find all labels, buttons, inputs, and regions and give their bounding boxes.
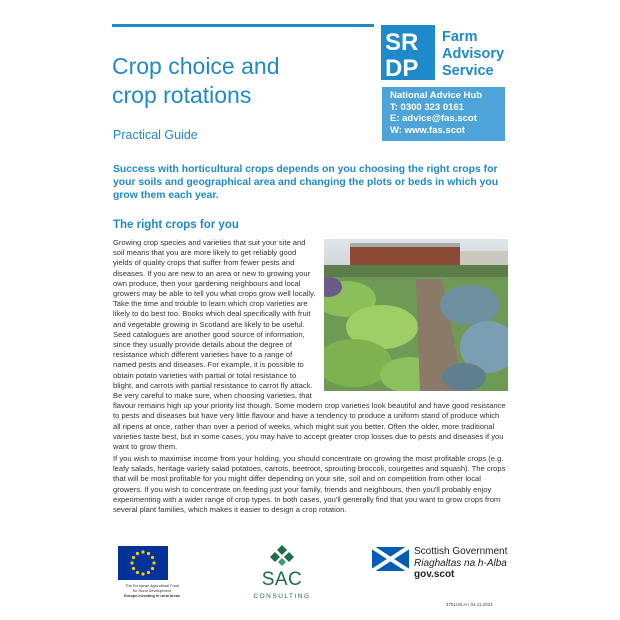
contact-box [382,87,505,141]
eu-caption [112,584,192,598]
srdp-logo-graphic [381,25,435,80]
page-title [112,52,372,110]
document-reference: 4751/3/LH / 04.11.2021 [446,602,493,607]
saltire-cross [372,547,409,571]
eu-stars [118,546,168,580]
saltire-flag-icon [372,547,409,571]
photo-barn-roof [350,243,460,247]
vegetable-garden-photo [324,239,508,391]
sac-sub: CONSULTING [253,593,311,600]
sac-name: SAC [261,569,303,590]
contact-hub: National Advice Hub [390,90,483,101]
page-subtitle: Practical Guide [113,128,198,142]
srdp-letters-dp: DP [385,55,419,80]
photo-barn [350,245,460,267]
fas-line-advisory: Advisory [442,46,505,62]
eu-line-2: for Rural Development [133,588,171,593]
scot-gov-url: gov.scot [414,569,455,580]
scottish-government-logo [414,546,507,581]
fas-line-service: Service [442,63,494,79]
eu-line-1: The European Agricultural Fund [125,584,179,588]
photo-hedge [324,265,508,279]
contact-phone: T: 0300 323 0161 [390,101,464,113]
body-paragraph-1 [113,238,508,452]
body-paragraph-1-text: Growing crop species and varieties that suit your site and soil means that you are more likely to get reliably good yields of quality crops that suffer from fewer pests and diseases. If you are new to an area or new to growing your own produce, then your gardening neighbours and local growers may be able to tell you what crops grow well locally. Take the time and trouble to learn which crop varieties are likely to do best too. Books which deal specifically with fruit and vegetable growing in Scotland are likely to be useful. Seed catalogues are another good source of information, since they usually provide details about the degree of resistance which different varieties have to a range of named pests and diseases. For example, it is possible to obtain potato varieties with partial or total resistance to blight, and carrots with partial resistance to carrot fly attack. Be very careful to make sure, when choosing varieties, that flavour remains high up your priority list though. Some modern crop varieties look beautiful and have good resistance to pests and diseases but have very little flavour and have a tendency to produce a uniform stand of produce which all ripens at once, rather than over a period of weeks, which might suit you better. Often the older, more traditional varieties taste best, but in some cases, you may have to accept greater crop losses due to pests and diseases if you want to grow them. [113,238,506,452]
eu-strapline: Europe investing in rural areas [124,593,180,598]
photo-cabbage-3 [442,363,486,391]
srdp-letters-sr: SR [385,29,419,56]
scot-gov-gaelic: Riaghaltas na h-Alba [414,557,507,569]
top-rule [112,24,374,27]
section-heading: The right crops for you [113,219,239,231]
body-paragraph-2: If you wish to maximise income from your holding, you should concentrate on growing the most profitable crops (e.g. leafy salads, heritage variety salad potatoes, carrots, beetroot, sprouting broccoli, courgettes and squash). The crops that will be most profitable for you might differ depending on your site, soil and on competition from other local growers. If you wish to concentrate on feeding just your family, friends and neighbours, then you'll probably enjoy experimenting with a wider range of crop types. In both cases, you'll generally find that you want to grow crops from several plant families, which makes it easier to design a crop rotation. [113,454,506,515]
contact-email: E: advice@fas.scot [390,113,477,124]
title-line-1: Crop choice and [112,53,280,79]
title-line-2: crop rotations [112,82,252,108]
photo-graphic [324,239,508,391]
scot-gov-name: Scottish Government [414,546,508,557]
contact-web: W: www.fas.scot [390,124,465,136]
eu-flag-icon [118,546,168,580]
lead-paragraph: Success with horticultural crops depends on you choosing the right crops for your soils and geographical area and changing the plots or beds in which you grow them each year. [113,164,499,201]
fas-name [442,29,504,80]
srdp-logo-icon [381,25,435,80]
fas-line-farm: Farm [442,29,478,45]
sac-diamond-icon [264,544,300,568]
photo-cabbage-1 [440,285,500,325]
